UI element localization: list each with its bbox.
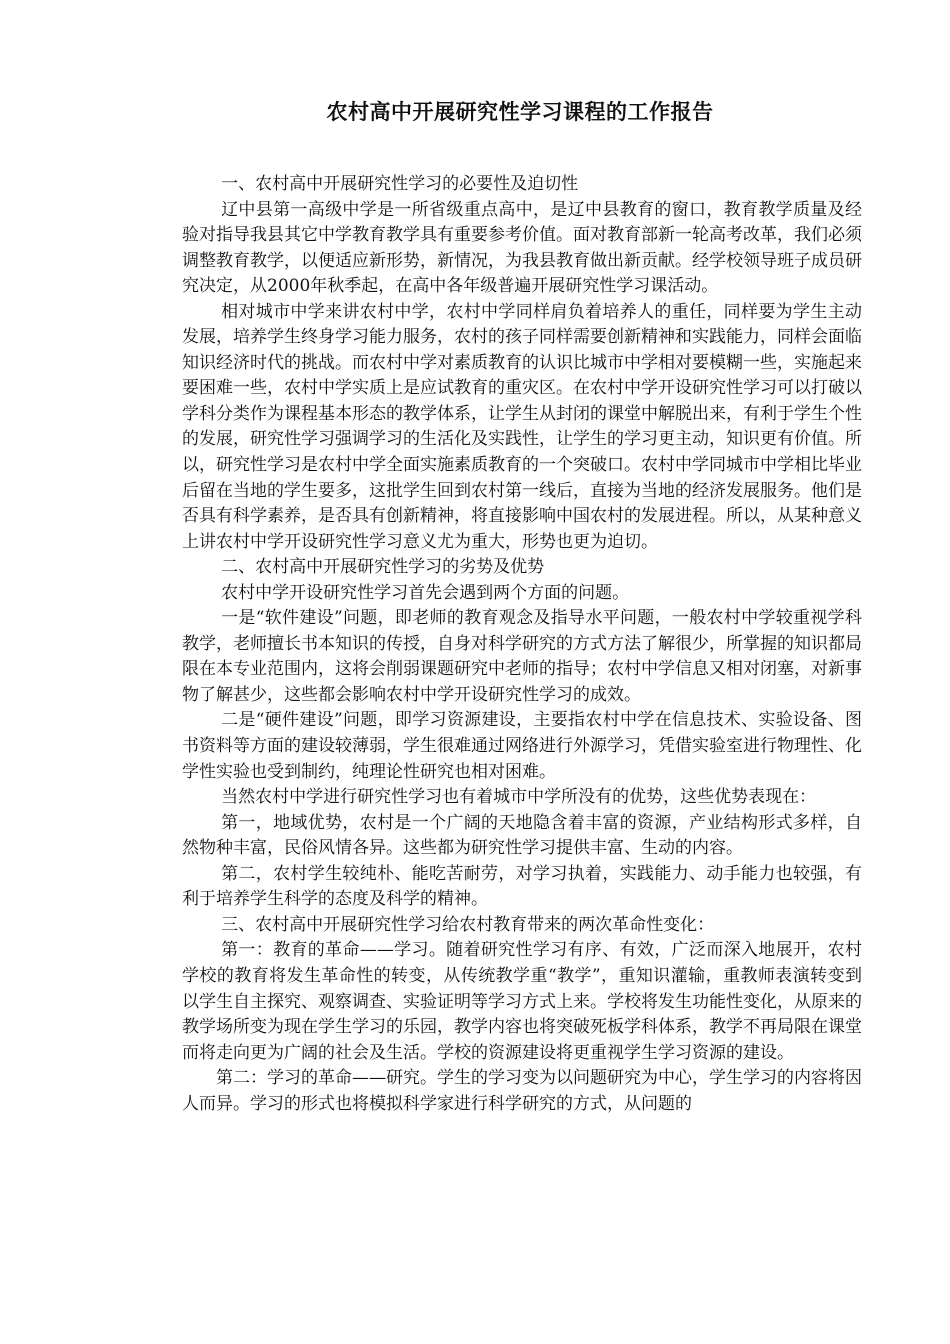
document-body: [182, 172, 862, 1117]
paragraph: 第二，农村学生较纯朴、能吃苦耐劳，对学习执着，实践能力、动手能力也较强，有利于培养学生科学的态度及科学的精神。: [182, 863, 862, 910]
paragraph: 第一：教育的革命——学习。随着研究性学习有序、有效，广泛而深入地展开，农村学校的教育将发生革命性的转变，从传统教学重“教学”，重知识灌输，重教师表演转变到以学生自主探究、观察调查、实验证明等学习方式上来。学校将发生功能性变化，从原来的教学场所变为现在学生学习的乐园，教学内容也将突破死板学科体系，教学不再局限在课堂而将走向更为广阔的社会及生活。学校的资源建设将更重视学生学习资源的建设。: [182, 940, 862, 1063]
document-title: 农村高中开展研究性学习课程的工作报告: [326, 99, 714, 124]
paragraph: 相对城市中学来讲农村中学，农村中学同样肩负着培养人的重任，同样要为学生主动发展，培养学生终身学习能力服务，农村的孩子同样需要创新精神和实践能力，同样会面临知识经济时代的挑战。而农村中学对素质教育的认识比城市中学相对要模糊一些，实施起来要困难一些，农村中学实质上是应试教育的重灾区。在农村中学开设研究性学习可以打破以学科分类作为课程基本形态的教学体系，让学生从封闭的课堂中解脱出来，有利于学生个性的发展，研究性学习强调学习的生活化及实践性，让学生的学习更主动，知识更有价值。所以，研究性学习是农村中学全面实施素质教育的一个突破口。农村中学同城市中学相比毕业后留在当地的学生要多，这批学生回到农村第一线后，直接为当地的经济发展服务。他们是否具有科学素养，是否具有创新精神，将直接影响中国农村的发展进程。所以，从某种意义上讲农村中学开设研究性学习意义尤为重大，形势也更为迫切。: [182, 301, 862, 552]
paragraph: 一是“软件建设”问题，即老师的教育观念及指导水平问题，一般农村中学较重视学科教学，老师擅长书本知识的传授，自身对科学研究的方式方法了解很少，所掌握的知识都局限在本专业范围内，这将会削弱课题研究中老师的指导；农村中学信息又相对闭塞，对新事物了解甚少，这些都会影响农村中学开设研究性学习的成效。: [182, 608, 862, 705]
paragraph: 二是“硬件建设”问题，即学习资源建设，主要指农村中学在信息技术、实验设备、图书资料等方面的建设较薄弱，学生很难通过网络进行外源学习，凭借实验室进行物理性、化学性实验也受到制约，纯理论性研究也相对困难。: [182, 710, 862, 782]
paragraph: 辽中县第一高级中学是一所省级重点高中，是辽中县教育的窗口，教育教学质量及经验对指导我县其它中学教育教学具有重要参考价值。面对教育部新一轮高考改革，我们必须调整教育教学，以便适应新形势，新情况，为我县教育做出新贡献。经学校领导班子成员研究决定，从2000年秋季起，在高中各年级普遍开展研究性学习课活动。: [182, 199, 862, 297]
section-heading-2: 二、农村高中开展研究性学习的劣势及优势: [221, 557, 545, 578]
paragraph: 第一，地域优势，农村是一个广阔的天地隐含着丰富的资源，产业结构形式多样，自然物种丰富，民俗风情各异。这些都为研究性学习提供丰富、生动的内容。: [182, 812, 862, 859]
paragraph: 农村中学开设研究性学习首先会遇到两个方面的问题。: [221, 582, 630, 603]
section-heading-1: 一、农村高中开展研究性学习的必要性及迫切性: [221, 174, 579, 194]
paragraph: 当然农村中学进行研究性学习也有着城市中学所没有的优势，这些优势表现在：: [221, 787, 817, 808]
paragraph: 第二：学习的革命——研究。学生的学习变为以问题研究为中心，学生学习的内容将因人而异。学习的形式也将模拟科学家进行科学研究的方式，从问题的: [182, 1068, 862, 1114]
section-heading-3: 三、农村高中开展研究性学习给农村教育带来的两次革命性变化：: [221, 914, 715, 935]
